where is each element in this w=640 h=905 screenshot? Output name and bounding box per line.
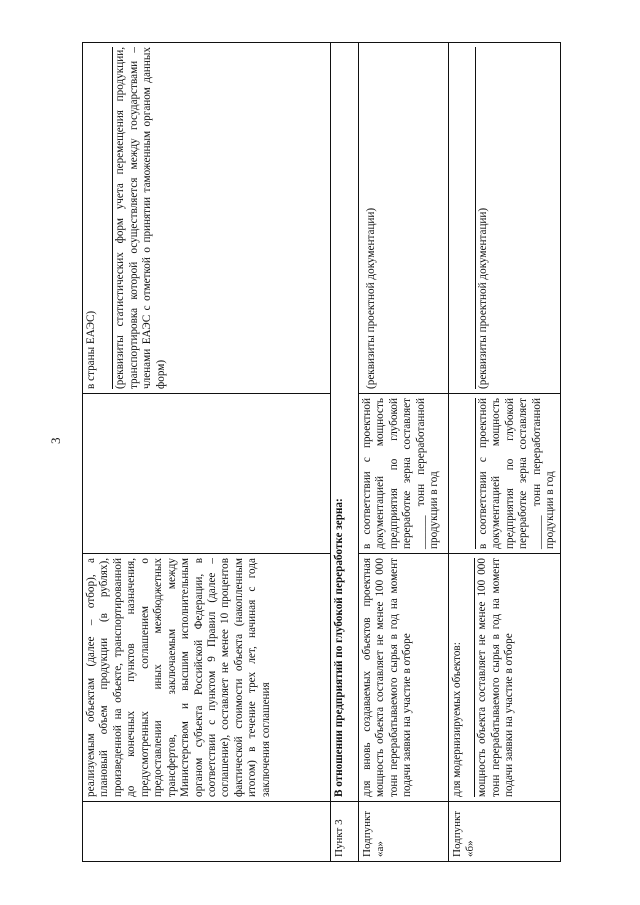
docs-text: (реквизиты проектной документации) bbox=[365, 207, 377, 389]
table-row bbox=[359, 43, 449, 862]
docs-text-main: (реквизиты статистических форм учета перемещения продукции, транспортировка которой осуществляется между государствами – членами ЕАЭС с отметкой о принятии таможенным органом данных форм) bbox=[114, 47, 167, 389]
fact-cell bbox=[449, 394, 561, 554]
criterion-cell: реализуемым объектам (далее – отбор), а плановый объем продукции (в рублях), произведенной на объекте, транспортированной до конечных пунктов назначения, предусмотренных соглашением о предоставлении иных межбюджетных трансфертов, заключаемым между Министерством и высшим исполнительным органом субъекта Российской Федерации, в соответствии с пунктом 9 Правил (далее – соглашение), составляет не менее 10 процентов фактической стоимости объекта (накопленным итогом) в течение трех лет, начиная с года заключения соглашения bbox=[83, 554, 331, 802]
fact-cell-empty bbox=[83, 394, 331, 554]
fact-cell: в соответствии с проектной документацией мощность предприятия по глубокой переработке зерна составляет ______ тонн переработанной продукции в год bbox=[359, 394, 449, 554]
docs-text: (реквизиты проектной документации) bbox=[475, 47, 490, 389]
section-heading: В отношении предприятий по глубокой переработке зерна: bbox=[331, 43, 359, 802]
criterion-cell: для вновь создаваемых объектов проектная мощность объекта составляет не менее 100 000 тонн перерабатываемого сырья в год на момент подачи заявки на участие в отборе bbox=[359, 554, 449, 802]
fact-text: в соответствии с проектной документацией мощность предприятия по глубокой переработке зерна составляет ______ тонн переработанной продукции в год bbox=[477, 398, 557, 549]
docs-cell bbox=[359, 43, 449, 394]
docs-text-top: в страны ЕАЭС) bbox=[85, 310, 97, 389]
docs-cell bbox=[83, 43, 331, 394]
row-label: Подпункт «б» bbox=[449, 802, 561, 862]
table-row bbox=[83, 43, 331, 862]
row-label: Подпункт «а» bbox=[359, 802, 449, 862]
rotated-document-table bbox=[82, 42, 557, 862]
subsection-heading: для модернизируемых объектов: bbox=[451, 642, 463, 797]
criteria-table bbox=[82, 42, 561, 862]
table-row bbox=[331, 43, 359, 862]
label-cell-empty bbox=[83, 802, 331, 862]
criterion-cell bbox=[449, 554, 561, 802]
table-row bbox=[449, 43, 561, 862]
page-number: 3 bbox=[48, 437, 63, 444]
docs-cell bbox=[449, 43, 561, 394]
criterion-text: мощность объекта составляет не менее 100 000 тонн перерабатываемого сырья в год на момент подачи заявки на участие в отборе bbox=[476, 558, 516, 797]
row-label: Пункт 3 bbox=[331, 802, 359, 862]
